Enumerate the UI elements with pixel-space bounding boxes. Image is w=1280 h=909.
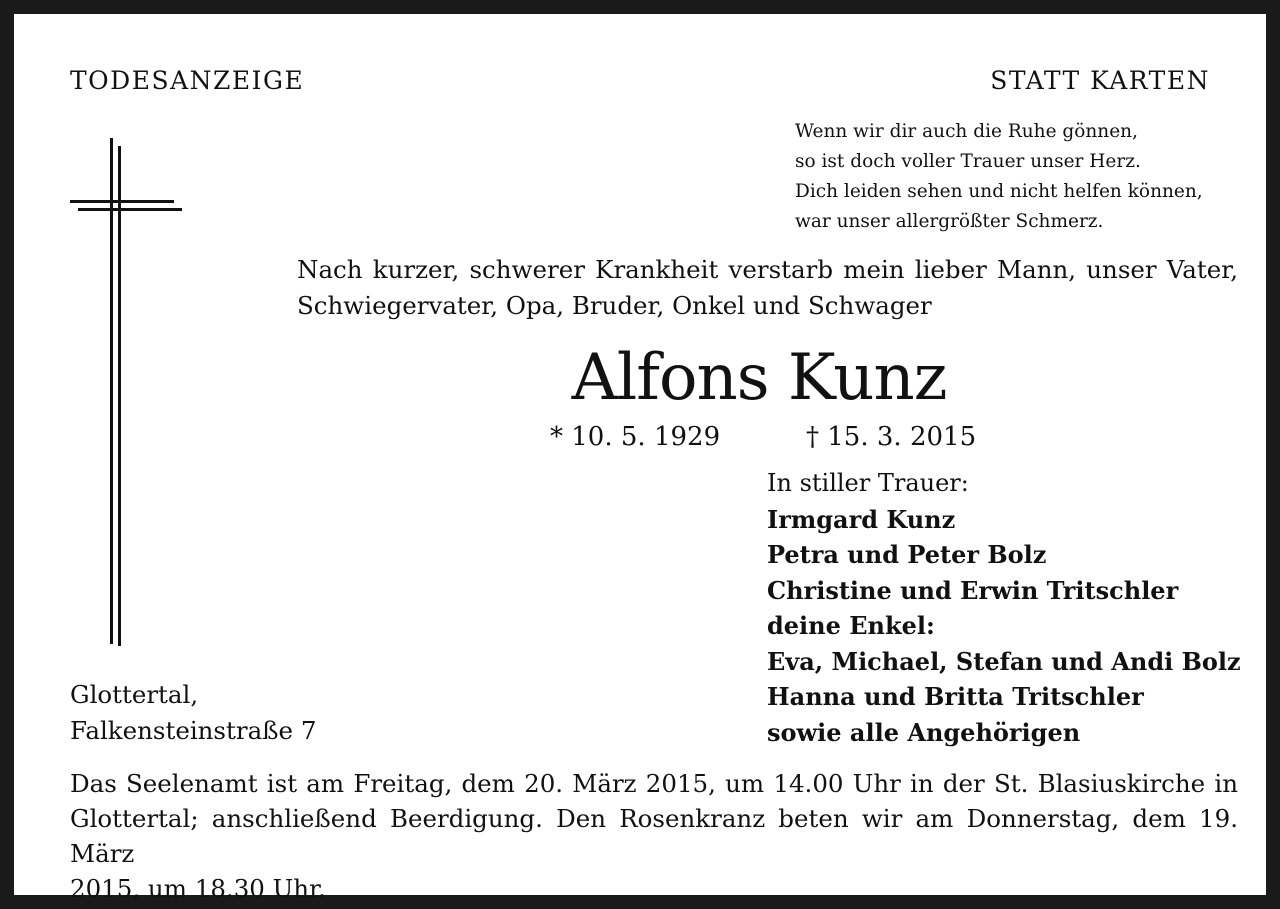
poem-verse [795,117,1203,237]
mourners-list [767,466,1241,750]
birth-date: * 10. 5. 1929 [550,422,721,452]
mourner-name: Hanna und Britta Tritschler [767,682,1144,711]
mourner-name: deine Enkel: [767,611,935,640]
service-line: 2015, um 18.30 Uhr. [70,874,326,903]
cross-icon [68,136,186,648]
notice-type-label: TODESANZEIGE [70,66,305,95]
statt-karten-label: STATT KARTEN [990,66,1210,95]
poem-line: Dich leiden sehen und nicht helfen können, [795,181,1203,202]
mourners-heading: In stiller Trauer: [767,469,969,497]
poem-line: so ist doch voller Trauer unser Herz. [795,151,1141,172]
intro-line: Schwiegervater, Opa, Bruder, Onkel und Schwager [297,291,932,320]
intro-paragraph [297,252,1238,324]
address-street: Falkensteinstraße 7 [70,715,317,745]
mourner-name: Christine und Erwin Tritschler [767,575,1179,605]
mourner-name: Eva, Michael, Stefan und Andi Bolz [767,646,1241,676]
deceased-name: Alfons Kunz [571,341,947,415]
poem-line: war unser allergrößter Schmerz. [795,211,1104,232]
intro-line: Nach kurzer, schwerer Krankheit verstarb mein lieber Mann, unser Vater, [297,255,1238,284]
poem-line: Wenn wir dir auch die Ruhe gönnen, [795,121,1138,142]
service-line: Das Seelenamt ist am Freitag, dem 20. März 2015, um 14.00 Uhr in der St. Blasiuskirche in [70,769,1238,798]
death-date: † 15. 3. 2015 [806,422,977,452]
service-details-paragraph [70,766,1238,906]
mourner-name: Irmgard Kunz [767,504,956,534]
address-block [70,677,316,748]
address-town: Glottertal, [70,680,199,709]
mourner-name: sowie alle Angehörigen [767,717,1081,747]
service-line: Glottertal; anschließend Beerdigung. Den Rosenkranz beten wir am Donnerstag, dem 19. März [70,804,1238,868]
mourner-name: Petra und Peter Bolz [767,540,1047,569]
